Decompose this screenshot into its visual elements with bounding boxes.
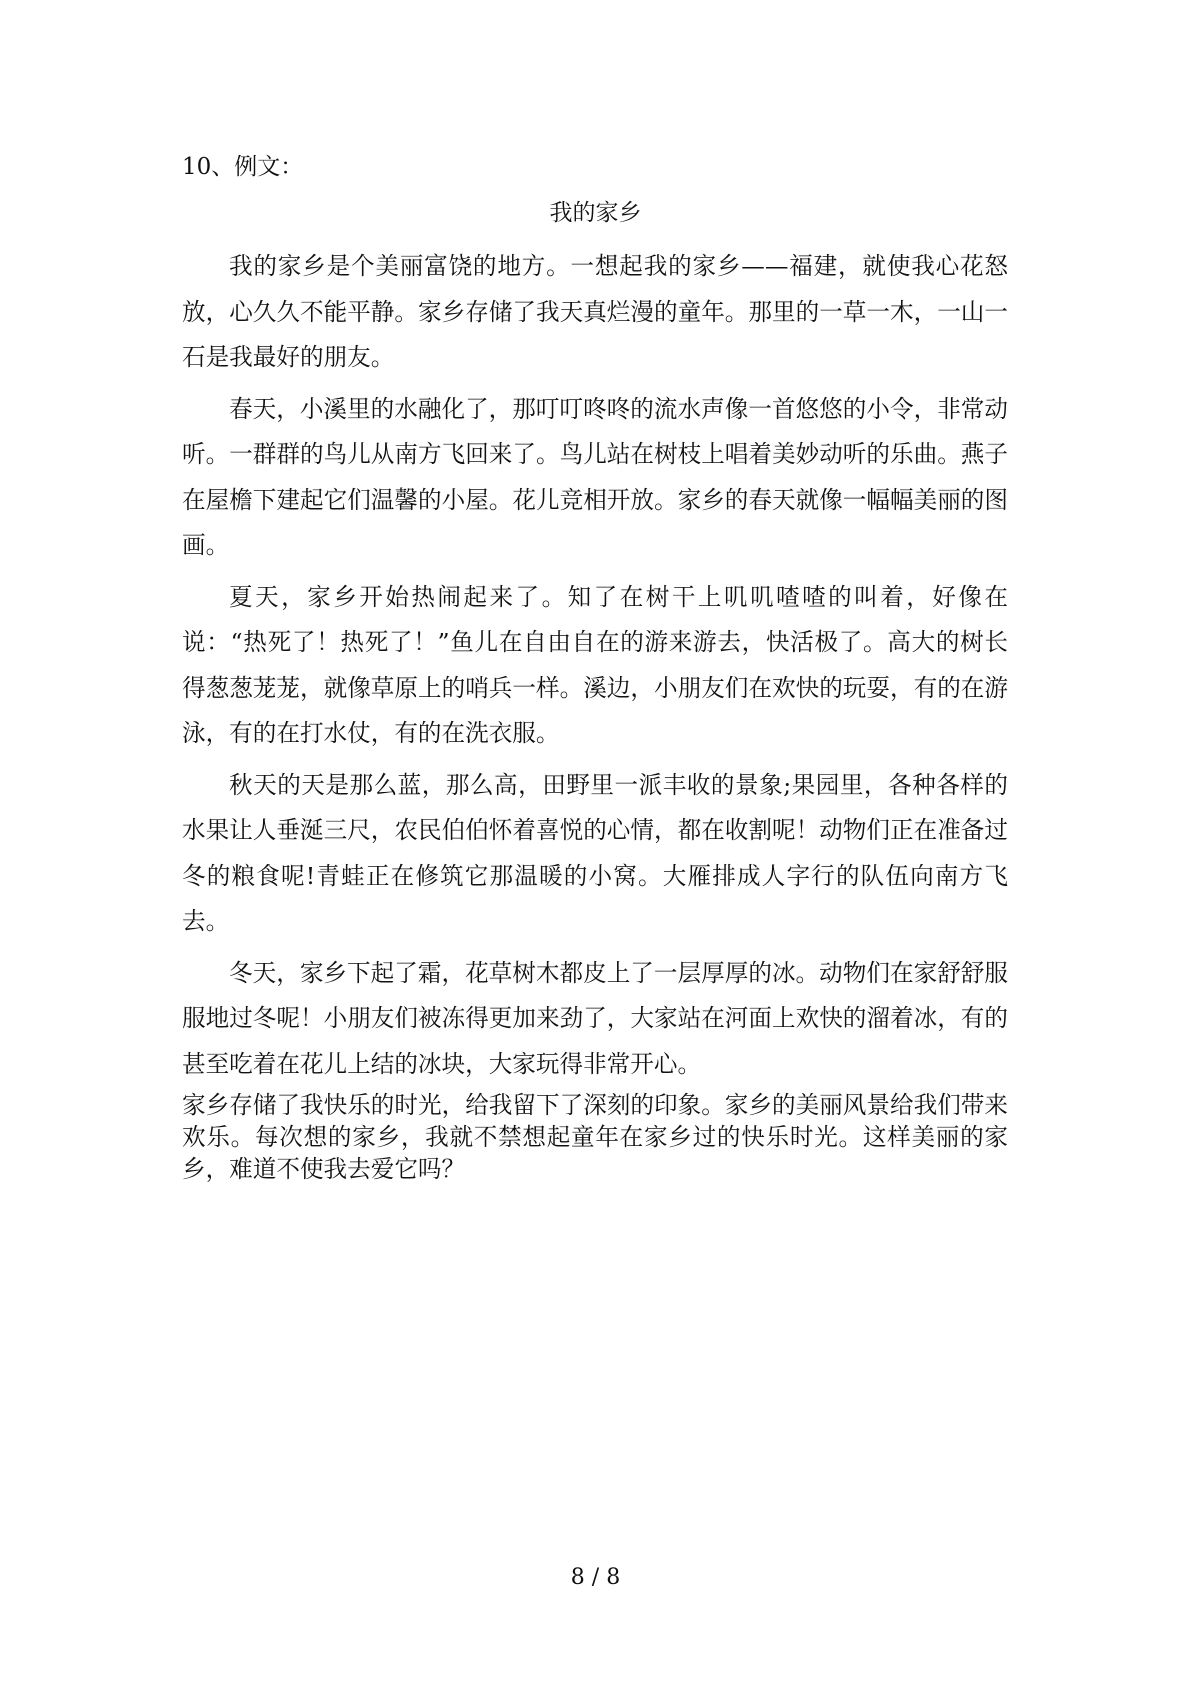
section-heading: 10、例文： [182, 154, 304, 180]
essay-paragraph: 夏天，家乡开始热闹起来了。知了在树干上叽叽喳喳的叫着，好像在说：“热死了！热死了！”鱼儿在自由自在的游来游去，快活极了。高大的树长得葱葱茏茏，就像草原上的哨兵一样。溪边，小朋友们在欢快的玩耍，有的在游泳，有的在打水仗，有的在洗衣服。 [182, 582, 1008, 747]
page-number: 8 / 8 [570, 1565, 621, 1590]
essay-paragraph: 我的家乡是个美丽富饶的地方。一想起我的家乡——福建，就使我心花怒放，心久久不能平静。家乡存储了我天真烂漫的童年。那里的一草一木，一山一石是我最好的朋友。 [182, 252, 1008, 371]
essay-body [182, 244, 1008, 1185]
essay-paragraph: 秋天的天是那么蓝，那么高，田野里一派丰收的景象;果园里，各种各样的水果让人垂涎三尺，农民伯伯怀着喜悦的心情，都在收割呢！动物们正在准备过冬的粮食呢!青蛙正在修筑它那温暖的小窝。大雁排成人字行的队伍向南方飞去。 [182, 770, 1008, 935]
essay-paragraph: 春天，小溪里的水融化了，那叮叮咚咚的流水声像一首悠悠的小令，非常动听。一群群的鸟儿从南方飞回来了。鸟儿站在树枝上唱着美妙动听的乐曲。燕子在屋檐下建起它们温馨的小屋。花儿竞相开放。家乡的春天就像一幅幅美丽的图画。 [182, 394, 1008, 559]
essay-paragraph: 冬天，家乡下起了霜，花草树木都皮上了一层厚厚的冰。动物们在家舒舒服服地过冬呢！小朋友们被冻得更加来劲了，大家站在河面上欢快的溜着冰，有的甚至吃着在花儿上结的冰块，大家玩得非常开心。 [182, 958, 1008, 1078]
essay-title: 我的家乡 [549, 200, 642, 226]
essay-closing-paragraph: 家乡存储了我快乐的时光，给我留下了深刻的印象。家乡的美丽风景给我们带来欢乐。每次想的家乡，我就不禁想起童年在家乡过的快乐时光。这样美丽的家乡，难道不使我去爱它吗？ [182, 1091, 1008, 1183]
